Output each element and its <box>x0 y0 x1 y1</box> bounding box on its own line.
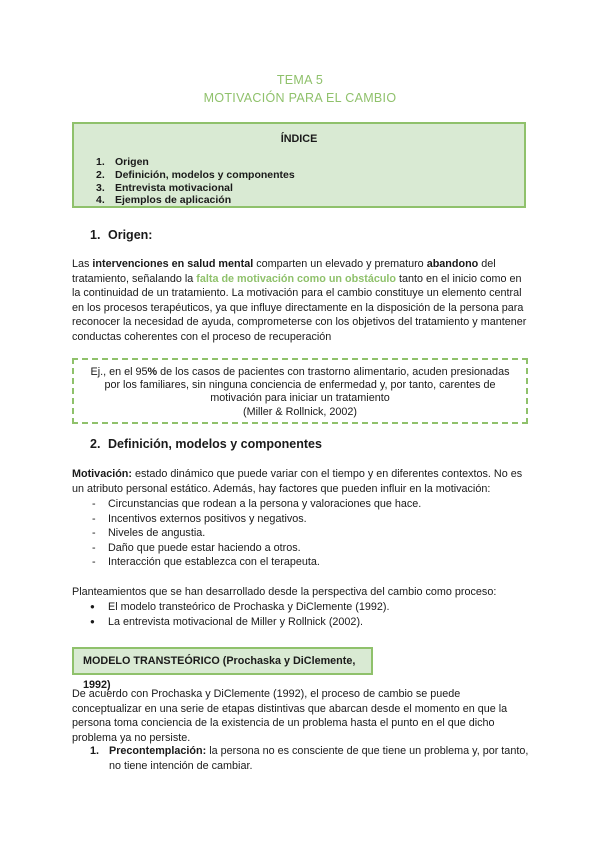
stage-item: 1. Precontemplación: la persona no es consciente de que tiene un problema y, por tanto, no tiene intención de cambiar. <box>90 745 529 772</box>
list-item: - Circunstancias que rodean a la persona y valoraciones que hace. <box>92 498 422 510</box>
section-heading-definicion: 2. Definición, modelos y componentes <box>90 437 322 451</box>
list-item: - Interacción que establezca con el terapeuta. <box>92 556 320 569</box>
list-item: - Incentivos externos positivos y negativos. <box>92 512 307 525</box>
list-item: - Daño que puede estar haciendo a otros. <box>92 541 301 554</box>
model-paragraph: De acuerdo con Prochaska y DiClemente (1992), el proceso de cambio se puede conceptualizar en una serie de etapas distintivas que abarcan desde el momento en que la persona toma conciencia de la existencia de un problema hasta el punto en el que dicho problema ya no persiste. <box>72 688 508 744</box>
factors-list <box>92 497 421 570</box>
topic-title: MOTIVACIÓN PARA EL CAMBIO <box>203 91 397 105</box>
model-title-box: MODELO TRANSTEÓRICO (Prochaska y DiClemente, 1992) <box>72 647 373 675</box>
index-item[interactable]: 1. Origen <box>96 156 149 168</box>
stage-term: Precontemplación: <box>109 745 207 757</box>
index-box <box>72 122 526 208</box>
highlight-text: falta de motivación como un obstáculo <box>196 272 397 285</box>
list-item: ● El modelo transteórico de Prochaska y DiClemente (1992). <box>90 601 390 613</box>
approaches-intro: Planteamientos que se han desarrollado desde la perspectiva del cambio como proceso: <box>72 586 497 598</box>
topic-number: TEMA 5 <box>276 73 324 87</box>
approaches-list <box>90 600 389 629</box>
list-item: ● La entrevista motivacional de Miller y Rollnick (2002). <box>90 615 364 628</box>
index-title: ÍNDICE <box>280 133 318 145</box>
index-list <box>96 156 295 207</box>
index-item[interactable]: 3. Entrevista motivacional <box>96 181 233 194</box>
definition-paragraph: Motivación: estado dinámico que puede variar con el tiempo y en diferentes contextos. No es un atributo personal estático. Además, hay factores que pueden influir en la motivación: <box>72 468 523 495</box>
list-item: - Niveles de angustia. <box>92 527 206 540</box>
example-quote-box <box>72 358 528 424</box>
index-item[interactable]: 4. Ejemplos de aplicación <box>96 194 232 207</box>
index-item[interactable]: 2. Definición, modelos y componentes <box>96 168 295 181</box>
origin-paragraph: Las intervenciones en salud mental comparten un elevado y prematuro abandono del tratamiento, señalando la falta de motivación como un obstáculo tanto en el inicio como en la continuidad de un tratamiento. La motivación para el cambio constituye un elemento central en los procesos terapéuticos, ya que influye directamente en la disposición de la persona para reconocer la necesidad de ayuda, comprometerse con los objetivos del tratamiento y mantener conductas coherentes con el proceso de recuperación <box>72 258 527 343</box>
quote-citation: (Miller & Rollnick, 2002) <box>243 405 357 418</box>
quote-text: Ej., en el 95% de los casos de pacientes con trastorno alimentario, acuden presionadas por los familiares, sin ninguna conciencia de enfermedad y, por tanto, carentes de motivación para iniciar un tratamiento <box>90 366 510 405</box>
section-heading-origen: 1. Origen: <box>90 228 153 242</box>
definition-term: Motivación: <box>72 468 132 480</box>
